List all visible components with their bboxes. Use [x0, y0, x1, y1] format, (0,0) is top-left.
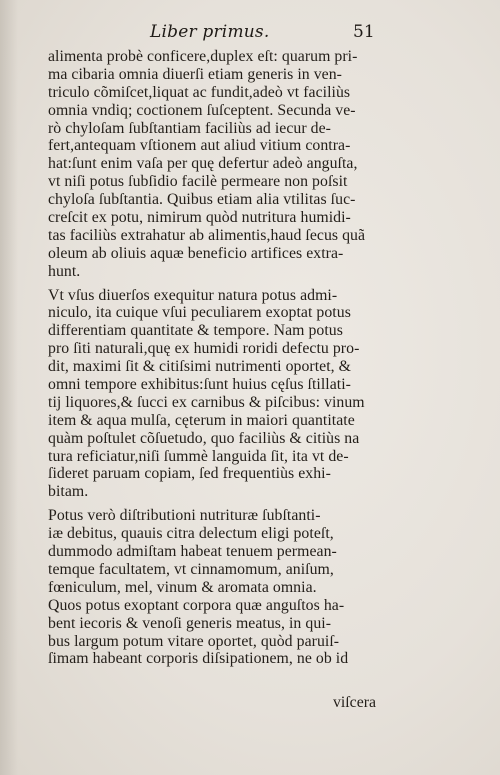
text-line: omni tempore exhibitus:ſunt huius cęſus ſtillati- — [48, 376, 351, 394]
text-line: hunt. — [48, 262, 81, 280]
text-line: pro ſiti naturali,quę ex humidi roridi defectu pro- — [48, 340, 360, 358]
text-line: dit, maximi ſit & citiſsimi nutrimenti oportet, & — [48, 358, 352, 376]
text-line: alimenta probè conficere,duplex eſt: quarum pri- — [48, 48, 358, 65]
text-line: differentiam quantitate & tempore. Nam potus — [48, 322, 343, 340]
paragraph-2 — [48, 287, 378, 502]
text-line: iæ debitus, quauis citra delectum eligi poteſt, — [48, 525, 334, 543]
text-line: hat:ſunt enim vaſa per quę defertur adeò anguſta, — [48, 155, 358, 173]
page-number: 51 — [353, 22, 375, 42]
text-line: quàm poſtulet cõſuetudo, quo faciliùs & citiùs na — [48, 429, 360, 447]
text-line: tura reficiatur,niſi ſummè languida ſit, ita vt de- — [48, 447, 349, 465]
text-line: triculo cõmiſcet,liquat ac fundit,adeò vt faciliùs — [48, 83, 351, 101]
text-line: fœniculum, mel, vinum & aromata omnia. — [48, 578, 317, 596]
text-line: tas faciliùs extrahatur ab alimentis,haud ſecus quã — [48, 226, 366, 244]
page-header — [0, 22, 500, 46]
text-line: bitam. — [48, 483, 89, 501]
body-text — [48, 48, 378, 668]
text-line: temque facultatem, vt cinnamomum, aniſum, — [48, 560, 334, 578]
text-line: bus largum potum vitare oportet, quòd paruiſ- — [48, 632, 340, 650]
text-line: vt niſi potus ſubſidio facilè permeare non poſsit — [48, 173, 348, 191]
text-line: rò chyloſam ſubſtantiam faciliùs ad iecur de- — [48, 119, 331, 137]
text-line: niculo, ita cuique vſui peculiarem exoptat potus — [48, 304, 351, 322]
text-line: ma cibaria omnia diuerſi etiam generis in ven- — [48, 65, 342, 83]
text-line: bent iecoris & venoſi generis meatus, in qui- — [48, 614, 332, 632]
text-line: omnia vndiq; coctionem ſuſceptent. Secunda ve- — [48, 101, 356, 119]
running-head: Liber primus. — [150, 22, 270, 42]
text-line: Vt vſus diuerſos exequitur natura potus admi- — [48, 286, 338, 304]
text-line: item & aqua mulſa, cęterum in maiori quantitate — [48, 411, 355, 429]
text-line: Potus verò diſtributioni nutrituræ ſubſtanti- — [48, 507, 321, 525]
text-line: ſideret paruam copiam, ſed frequentiùs exhi- — [48, 465, 331, 483]
text-line: Quos potus exoptant corpora quæ anguſtos ha- — [48, 596, 345, 614]
paragraph-1 — [48, 48, 378, 281]
text-line: oleum ab oliuis aquæ beneficio artifices extra- — [48, 244, 344, 262]
text-line: dummodo admiſtam habeat tenuem permean- — [48, 543, 337, 561]
text-line: tij liquores,& ſucci ex carnibus & piſcibus: vinum — [48, 393, 365, 411]
text-line: fert,antequam vſtionem aut aliud vitium contra- — [48, 137, 351, 155]
catchword: viſcera — [333, 694, 376, 711]
text-line: chyloſa ſubſtantia. Quibus etiam alia vtilitas ſuc- — [48, 191, 356, 209]
text-line: creſcit ex potu, nimirum quòd nutritura humidi- — [48, 209, 351, 227]
text-line: ſimam habeant corporis diſsipationem, ne ob id — [48, 650, 349, 668]
paragraph-3 — [48, 507, 378, 668]
